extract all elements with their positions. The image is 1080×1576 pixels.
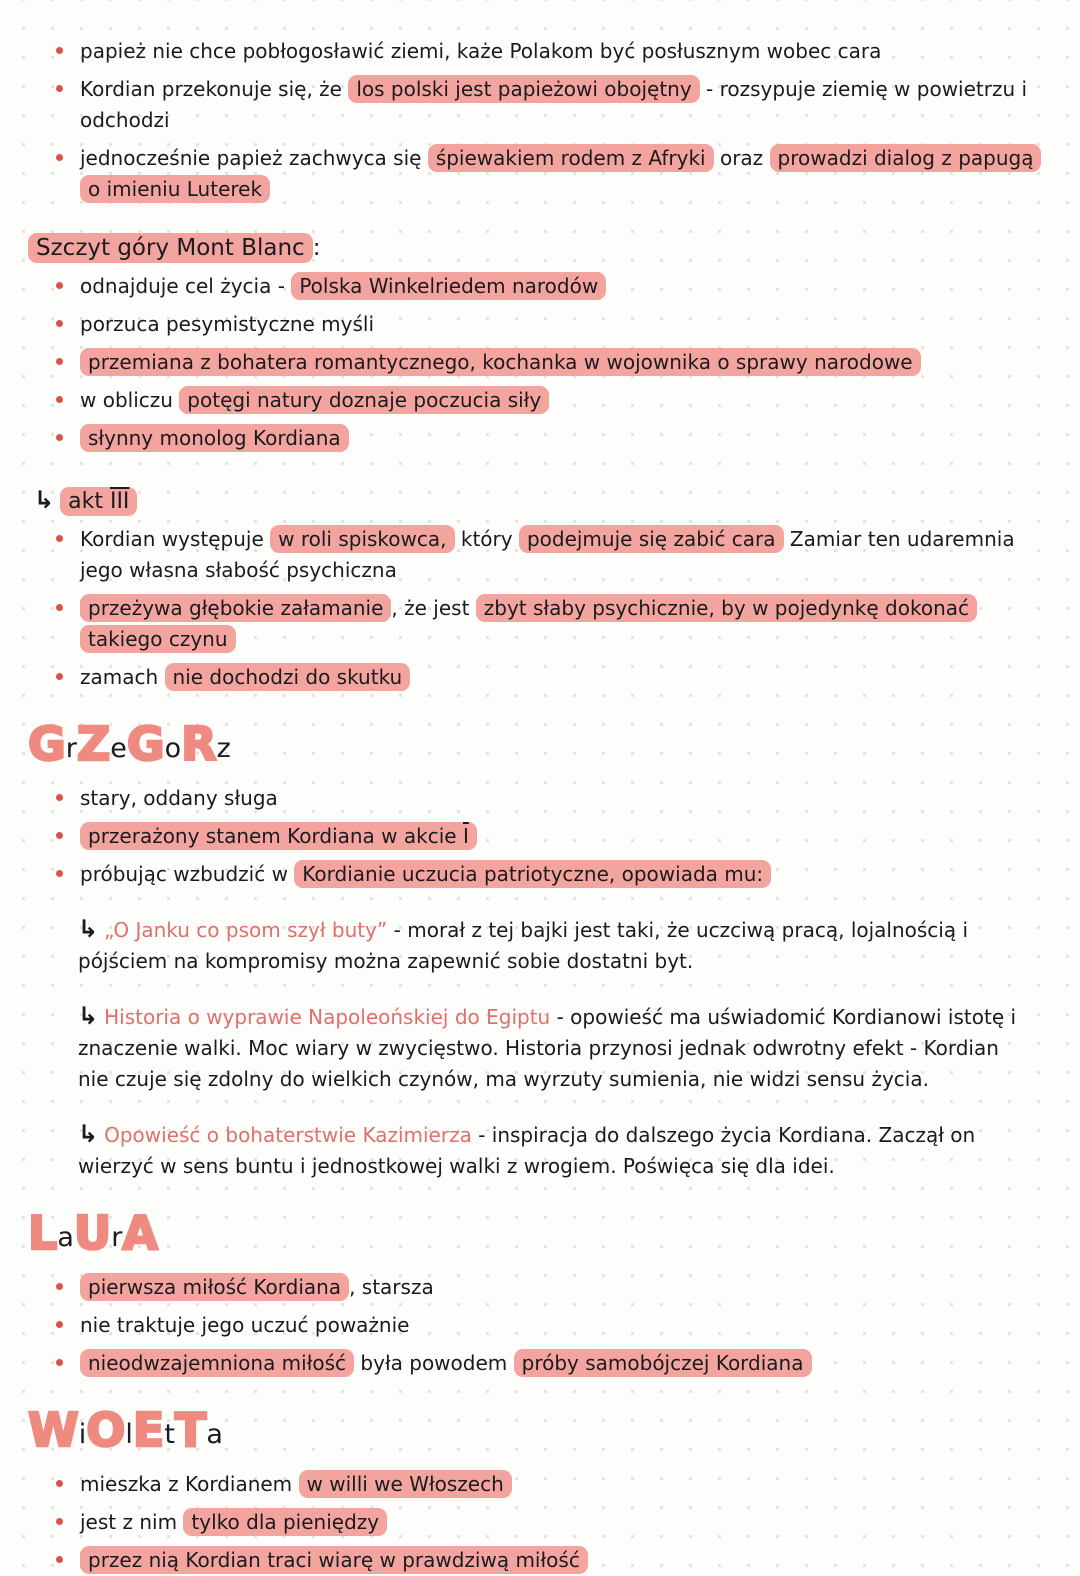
section-title-mont-blanc xyxy=(28,231,1054,265)
story-body: - opowieść ma uświadomić Kordianowi istotę i znaczenie walki. Moc wiary w zwycięstwo. Historia przynosi jednak odwrotny efekt - Kordian nie czuje się zdolny do wielkich czynów, ma wyrzuty sumienia, nie widzi sensu życia. xyxy=(78,1005,1017,1091)
highlighted-text: przeżywa głębokie załamanie xyxy=(80,594,391,622)
note-text: próbując wzbudzić w xyxy=(80,862,295,886)
section-title-laura: LaUrA xyxy=(28,1206,160,1260)
highlighted-text: prowadzi dialog z papugą o imieniu Luterek xyxy=(80,144,1041,203)
story-title: Historia o wyprawie Napoleońskiej do Egiptu xyxy=(104,1005,551,1029)
story-title: „O Janku co psom szył buty” xyxy=(104,918,388,942)
branch-arrow-icon: ↳ xyxy=(34,486,55,514)
intro-bullet-list xyxy=(28,36,1040,205)
mont-blanc-bullet-list xyxy=(28,271,1040,454)
list-item xyxy=(80,309,1040,340)
list-item xyxy=(80,1272,1040,1303)
note-text: mieszka z Kordianem xyxy=(80,1472,299,1496)
note-text: przerażony stanem Kordiana w akcie xyxy=(88,824,463,848)
note-text: Kordian przekonuje się, że xyxy=(80,77,349,101)
list-item xyxy=(80,143,1040,205)
branch-arrow-icon: ↳ xyxy=(78,1120,99,1148)
list-item xyxy=(80,524,1040,586)
highlighted-text xyxy=(80,822,477,850)
list-item xyxy=(80,347,1040,378)
highlighted-text: nie dochodzi do skutku xyxy=(165,663,411,691)
highlighted-text: słynny monolog Kordiana xyxy=(80,424,349,452)
highlighted-text: próby samobójczej Kordiana xyxy=(514,1349,812,1377)
note-text: Kordian występuje xyxy=(80,527,271,551)
roman-numeral: $\overline{III}$ xyxy=(109,489,130,514)
note-text: papież nie chce pobłogosławić ziemi, każe Polakom być posłusznym wobec cara xyxy=(80,39,882,63)
grzegorz-bullet-list xyxy=(28,783,1040,890)
branch-arrow-icon: ↳ xyxy=(78,915,99,943)
note-text: nie traktuje jego uczuć poważnie xyxy=(80,1313,410,1337)
highlighted-text: nieodwzajemniona miłość xyxy=(80,1349,354,1377)
list-item xyxy=(80,1469,1040,1500)
note-text: : xyxy=(312,235,321,261)
story-body: - inspiracja do dalszego życia Kordiana. Zaczął on wierzyć w sens buntu i jednostkowej walki z wrogiem. Poświęca się dla idei. xyxy=(78,1123,976,1178)
list-item xyxy=(80,859,1040,890)
list-item xyxy=(80,593,1040,655)
list-item xyxy=(80,271,1040,302)
story-paragraph xyxy=(78,1001,1028,1095)
highlighted-text: zbyt słaby psychicznie, by w pojedynkę dokonać takiego czynu xyxy=(80,594,977,653)
highlighted-text: przez nią Kordian traci wiarę w prawdziwą miłość xyxy=(80,1546,588,1574)
story-title: Opowieść o bohaterstwie Kazimierza xyxy=(104,1123,472,1147)
list-item xyxy=(80,385,1040,416)
section-title-grzegorz: GrZeGoRz xyxy=(28,717,233,771)
list-item xyxy=(80,36,1040,67)
story-body: - morał z tej bajki jest taki, że uczciwą pracą, lojalnością i pójściem na kompromisy można zapewnić sobie dostatni byt. xyxy=(78,918,969,973)
note-text: porzuca pesymistyczne myśli xyxy=(80,312,375,336)
branch-arrow-icon: ↳ xyxy=(78,1002,99,1030)
highlighted-text: w willi we Włoszech xyxy=(299,1470,512,1498)
highlighted-text: pierwsza miłość Kordiana xyxy=(80,1273,349,1301)
note-text: odnajduje cel życia - xyxy=(80,274,292,298)
highlighted-text: potęgi natury doznaje poczucia siły xyxy=(179,386,549,414)
list-item xyxy=(80,821,1040,852)
list-item xyxy=(80,423,1040,454)
story-paragraph xyxy=(78,1119,1028,1182)
laura-bullet-list xyxy=(28,1272,1040,1379)
note-text: była powodem xyxy=(354,1351,514,1375)
note-text: jest z nim xyxy=(80,1510,184,1534)
roman-numeral: $\overline{I}$ xyxy=(462,824,469,848)
story-paragraph xyxy=(78,914,1028,977)
note-text: , że jest xyxy=(391,596,476,620)
act-3-bullet-list xyxy=(28,524,1040,693)
list-item xyxy=(80,1507,1040,1538)
list-item xyxy=(80,662,1040,693)
highlighted-text: los polski jest papieżowi obojętny xyxy=(348,75,699,103)
note-text: który xyxy=(454,527,519,551)
section-title-wioletta: WiOlEtTa xyxy=(28,1403,225,1457)
note-text: jednocześnie papież zachwyca się xyxy=(80,146,428,170)
highlighted-text: tylko dla pieniędzy xyxy=(183,1508,387,1536)
highlighted-text: śpiewakiem rodem z Afryki xyxy=(428,144,714,172)
list-item xyxy=(80,1310,1040,1341)
note-text: Zamiar ten udaremnia jego własna słabość psychiczna xyxy=(80,527,1015,582)
highlighted-text: Polska Winkelriedem narodów xyxy=(291,272,606,300)
list-item xyxy=(80,1348,1040,1379)
highlighted-text xyxy=(60,487,137,516)
note-text: stary, oddany sługa xyxy=(80,786,278,810)
act-label: akt xyxy=(68,489,110,514)
list-item xyxy=(80,783,1040,814)
highlighted-text: Szczyt góry Mont Blanc xyxy=(28,233,313,263)
note-text: - rozsypuje ziemię w powietrzu i odchodzi xyxy=(80,77,1028,132)
act-3-heading xyxy=(34,484,1054,518)
highlighted-text: w roli spiskowca, xyxy=(270,525,454,553)
note-text: , starsza xyxy=(349,1275,434,1299)
list-item xyxy=(80,74,1040,136)
note-text: w obliczu xyxy=(80,388,180,412)
wioletta-bullet-list xyxy=(28,1469,1040,1576)
highlighted-text: Kordianie uczucia patriotyczne, opowiada mu: xyxy=(294,860,771,888)
highlighted-text: przemiana z bohatera romantycznego, kochanka w wojownika o sprawy narodowe xyxy=(80,348,921,376)
note-text: zamach xyxy=(80,665,165,689)
note-text: oraz xyxy=(713,146,770,170)
list-item xyxy=(80,1545,1040,1576)
highlighted-text: podejmuje się zabić cara xyxy=(519,525,784,553)
